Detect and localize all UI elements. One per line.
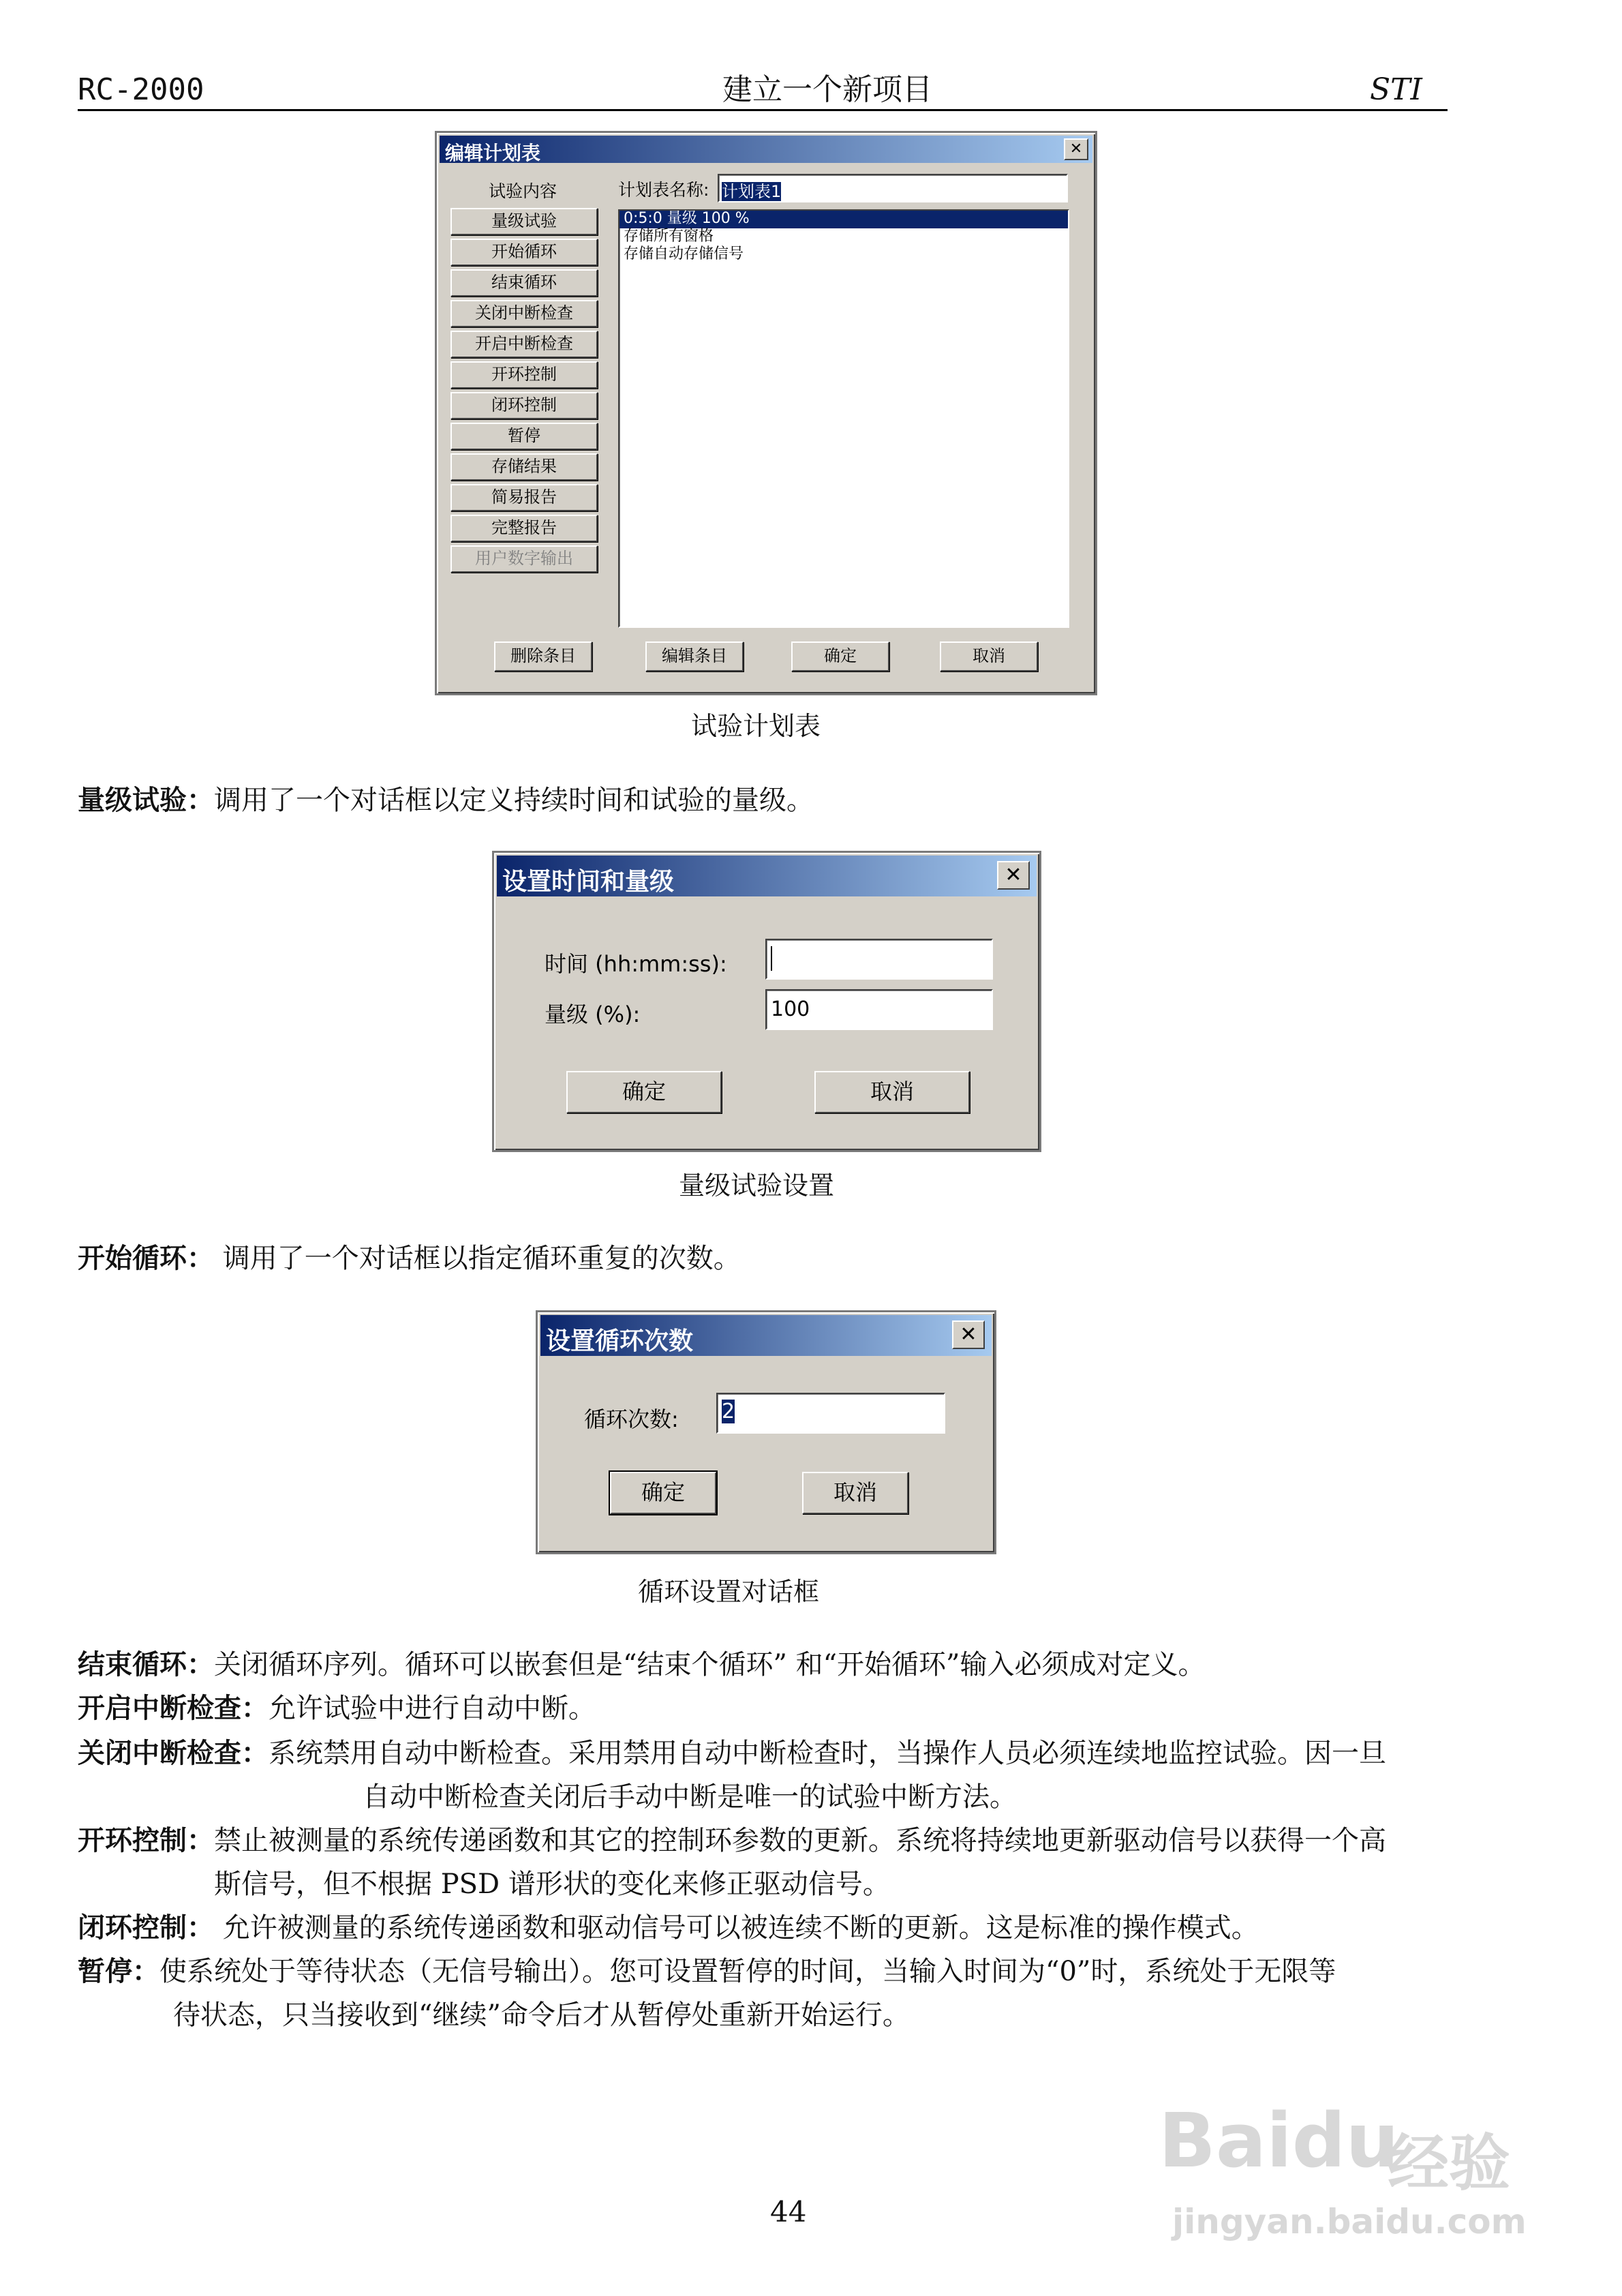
loop-count-input[interactable] <box>716 1393 945 1434</box>
content-button[interactable]: 开环控制 <box>450 361 598 389</box>
para-start-loop <box>78 1237 741 1280</box>
schedule-list-items <box>619 211 1068 264</box>
text-cursor <box>771 946 772 971</box>
definition-line <box>78 1643 1206 1687</box>
caption-level-setup: 量级试验设置 <box>679 1170 835 1200</box>
content-button[interactable]: 用户数字输出 <box>450 545 598 573</box>
header-rule <box>78 109 1448 111</box>
footer-button[interactable]: 取消 <box>940 641 1038 671</box>
definition-line <box>78 1950 1336 1993</box>
content-button[interactable]: 存储结果 <box>450 453 598 481</box>
definition-line <box>173 1993 910 2037</box>
desc-start-loop: 调用了一个对话框以指定循环重复的次数。 <box>214 1243 741 1274</box>
definition-line <box>78 1687 596 1730</box>
definition-text: 禁止被测量的系统传递函数和其它的控制环参数的更新。系统将持续地更新驱动信号以获得一个高 <box>214 1825 1386 1856</box>
level-value: 100 <box>771 997 810 1021</box>
loop-count-titlebar <box>540 1315 992 1356</box>
footer-button[interactable]: 确定 <box>791 641 889 671</box>
schedule-name-input[interactable] <box>718 174 1068 202</box>
header-title: 建立一个新项目 <box>722 72 932 107</box>
term-start-loop: 开始循环： <box>78 1242 214 1274</box>
list-item[interactable]: 存储自动存储信号 <box>624 245 744 262</box>
definition-term: 闭环控制： <box>78 1912 214 1944</box>
schedule-name-label: 计划表名称: <box>618 180 709 200</box>
caption-loop-dialog: 循环设置对话框 <box>638 1577 820 1607</box>
footer-button[interactable]: 删除条目 <box>494 641 592 671</box>
content-button[interactable]: 开始循环 <box>450 239 598 266</box>
watermark-url: jingyan.baidu.com <box>1172 2202 1527 2241</box>
dialog-title: 设置时间和量级 <box>502 868 675 896</box>
header-right: STI <box>1370 72 1422 107</box>
content-button[interactable]: 量级试验 <box>450 208 598 235</box>
definition-line <box>214 1862 890 1906</box>
definition-text: 斯信号，但不根据 PSD 谱形状的变化来修正驱动信号。 <box>214 1869 890 1900</box>
loop-count-label: 循环次数: <box>584 1406 679 1432</box>
content-button[interactable]: 结束循环 <box>450 269 598 297</box>
close-icon[interactable]: ✕ <box>997 861 1030 890</box>
time-label: 时间 (hh:mm:ss): <box>545 951 727 977</box>
definition-text: 允许被测量的系统传递函数和驱动信号可以被连续不断的更新。这是标准的操作模式。 <box>214 1912 1259 1944</box>
definition-text: 关闭循环序列。循环可以嵌套但是“结束个循环” 和“开始循环”输入必须成对定义。 <box>214 1649 1206 1680</box>
list-item[interactable]: 0:5:0 量级 100 % <box>619 211 1068 228</box>
content-button[interactable]: 完整报告 <box>450 515 598 542</box>
content-button[interactable]: 暂停 <box>450 423 598 450</box>
definition-text: 允许试验中进行自动中断。 <box>269 1693 596 1724</box>
dialog-title: 设置循环次数 <box>546 1327 694 1355</box>
watermark-brand: Bai <box>1159 2097 1292 2184</box>
watermark-brand2: du <box>1291 2097 1399 2184</box>
time-level-titlebar <box>497 856 1037 896</box>
content-button[interactable]: 开启中断检查 <box>450 331 598 358</box>
definition-text: 系统禁用自动中断检查。采用禁用自动中断检查时，当操作人员必须连续地监控试验。因一旦 <box>269 1738 1386 1769</box>
loop-count-value: 2 <box>722 1400 735 1423</box>
close-icon[interactable]: ✕ <box>1064 138 1088 160</box>
cancel-button[interactable]: 取消 <box>802 1472 908 1514</box>
definition-text: 使系统处于等待状态（无信号输出）。您可设置暂停的时间，当输入时间为“0”时，系统处于无限等 <box>159 1956 1336 1987</box>
time-level-dialog <box>492 851 1041 1152</box>
watermark-logo <box>1159 2097 1399 2184</box>
footer-button[interactable]: 编辑条目 <box>645 641 744 671</box>
level-input[interactable] <box>765 989 993 1030</box>
definition-term: 开启中断检查： <box>78 1692 269 1724</box>
definition-line <box>78 1906 1259 1950</box>
section-label: 试验内容 <box>489 181 557 201</box>
watermark-cn: 经验 <box>1388 2128 1510 2199</box>
content-button[interactable]: 简易报告 <box>450 484 598 511</box>
definition-term: 暂停： <box>78 1955 159 1987</box>
definition-line <box>78 1732 1386 1775</box>
cancel-button[interactable]: 取消 <box>814 1071 970 1113</box>
level-label: 量级 (%): <box>545 1001 641 1027</box>
definition-term: 结束循环： <box>78 1648 214 1680</box>
desc-level-test: 调用了一个对话框以定义持续时间和试验的量级。 <box>214 785 814 816</box>
definition-term: 开环控制： <box>78 1824 214 1856</box>
loop-count-dialog <box>536 1310 996 1554</box>
definition-line <box>78 1819 1386 1862</box>
schedule-list[interactable] <box>618 209 1069 628</box>
dialog-title: 编辑计划表 <box>445 142 541 164</box>
close-icon[interactable]: ✕ <box>952 1320 985 1349</box>
schedule-name-value: 计划表1 <box>722 182 782 201</box>
term-level-test: 量级试验： <box>78 784 214 816</box>
time-input[interactable] <box>765 939 993 980</box>
content-button[interactable]: 关闭中断检查 <box>450 300 598 327</box>
definition-text: 待状态，只当接收到“继续”命令后才从暂停处重新开始运行。 <box>173 1999 910 2031</box>
list-item[interactable]: 存储所有窗格 <box>624 228 714 245</box>
para-level-test <box>78 779 814 822</box>
edit-schedule-titlebar <box>440 136 1092 163</box>
ok-button[interactable]: 确定 <box>610 1472 716 1514</box>
caption-schedule: 试验计划表 <box>691 711 821 741</box>
edit-schedule-dialog <box>435 131 1097 695</box>
definition-text: 自动中断检查关闭后手动中断是唯一的试验中断方法。 <box>363 1781 1017 1813</box>
definition-term: 关闭中断检查： <box>78 1737 269 1769</box>
page-number: 44 <box>770 2195 807 2229</box>
content-button[interactable]: 闭环控制 <box>450 392 598 419</box>
ok-button[interactable]: 确定 <box>566 1071 722 1113</box>
header-left: RC-2000 <box>78 72 204 107</box>
definition-line <box>363 1775 1017 1819</box>
